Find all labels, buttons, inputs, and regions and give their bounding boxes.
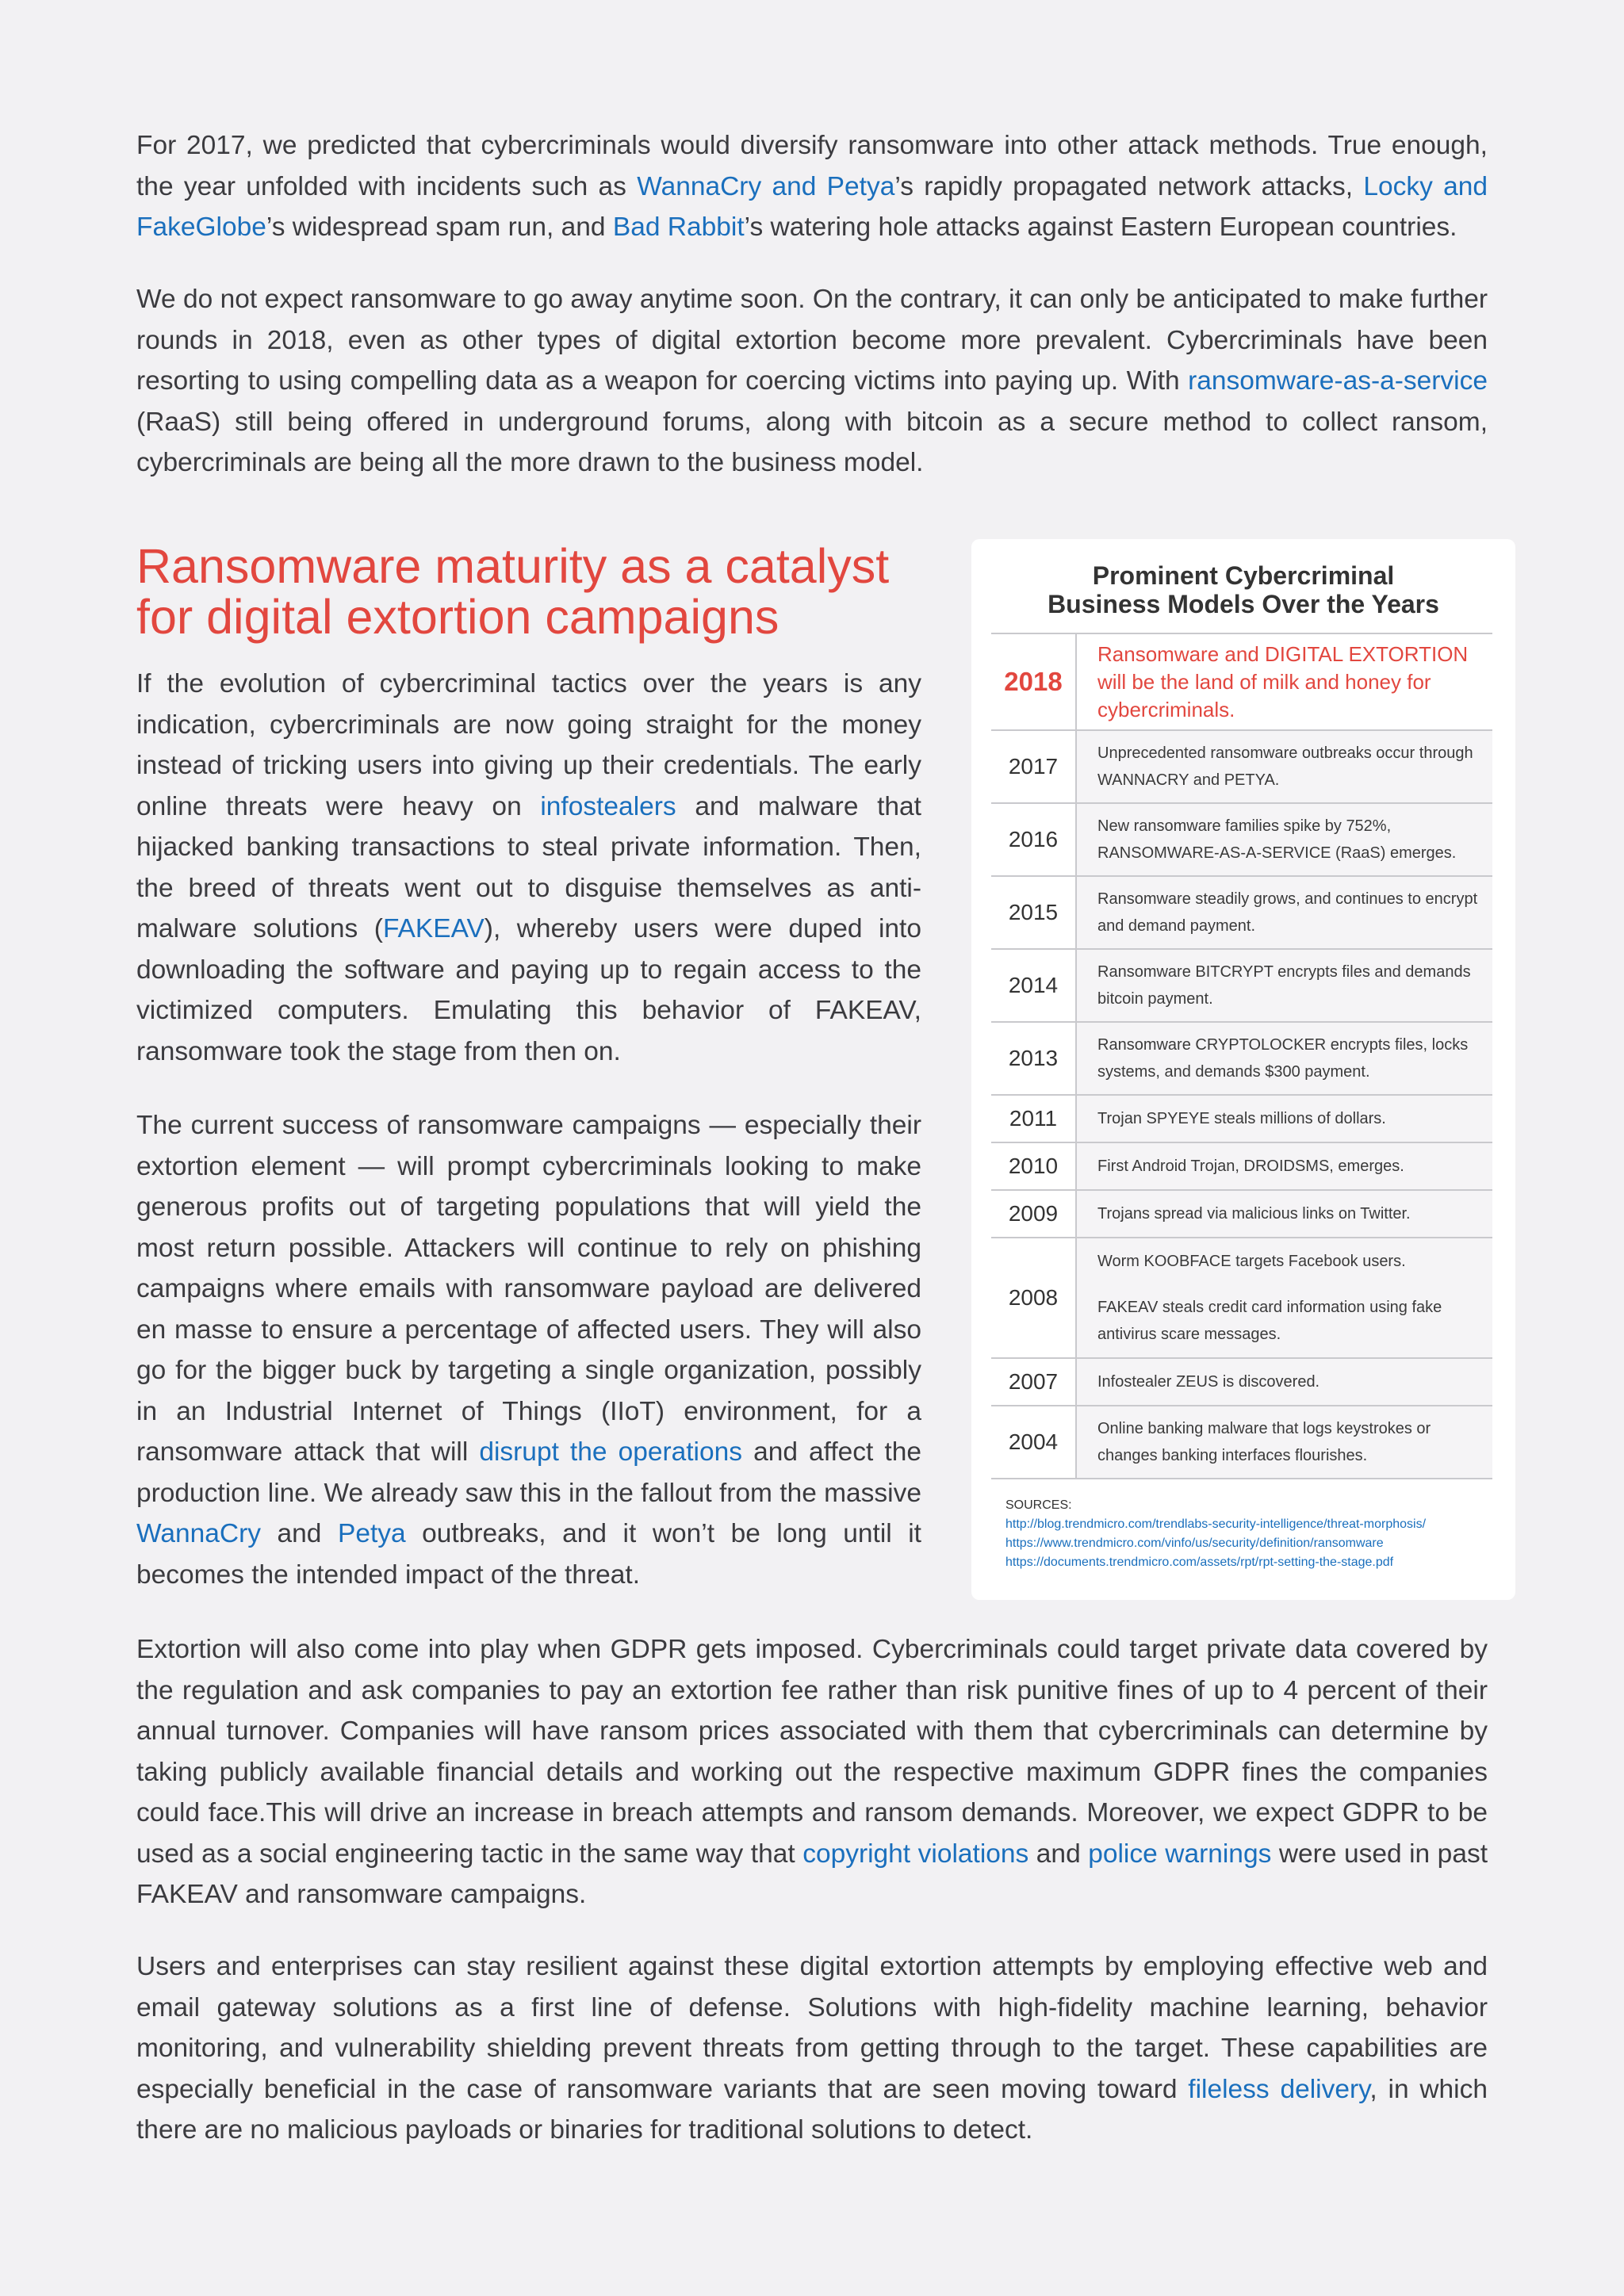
timeline-event: Ransomware and DIGITAL EXTORTION will be the land of milk and honey for cybercriminals. <box>1076 633 1492 730</box>
timeline-row <box>991 876 1492 949</box>
link-bad-rabbit[interactable]: Bad Rabbit <box>612 212 745 242</box>
timeline-row <box>991 1190 1492 1238</box>
section-paragraph-1 <box>136 664 921 1072</box>
timeline-event <box>1076 1238 1492 1358</box>
source-link[interactable]: https://www.trendmicro.com/vinfo/us/security/definition/ransomware <box>1005 1536 1384 1550</box>
text: , in which there are no malicious payloads or binaries for traditional solutions to detect. <box>136 2074 1488 2145</box>
text: (RaaS) still being offered in underground forums, along with bitcoin as a secure method to collect ransom, cybercriminals are being all the more drawn to the business model. <box>136 407 1488 477</box>
intro-paragraph-1 <box>136 125 1488 248</box>
link-ransomware-as-a-service[interactable]: ransomware-as-a-service <box>1188 366 1488 396</box>
text: and <box>1028 1839 1089 1869</box>
timeline-event: Online banking malware that logs keystrokes or changes banking interfaces flourishes. <box>1076 1406 1492 1479</box>
timeline-row <box>991 949 1492 1022</box>
timeline-title-line-2: Business Models Over the Years <box>1048 590 1439 618</box>
timeline-row <box>991 1358 1492 1406</box>
text: and affect the production line. We already saw this in the fallout from the massive <box>136 1437 921 1508</box>
link-locky-fakeglobe[interactable]: Locky and FakeGlobe <box>136 171 1488 242</box>
text: were used in past FAKEAV and ransomware campaigns. <box>136 1839 1488 1909</box>
text: ’s watering hole attacks against Eastern European countries. <box>744 212 1457 242</box>
section-paragraph-2 <box>136 1105 921 1595</box>
link-petya[interactable]: Petya <box>337 1519 406 1548</box>
timeline-row <box>991 1238 1492 1358</box>
timeline-year: 2004 <box>991 1406 1076 1479</box>
timeline-year: 2009 <box>991 1190 1076 1238</box>
text: ), whereby users were duped into downloading the software and paying up to regain access to the victimized computers. Emulating this behavior of FAKEAV, ransomware took the stage from then on. <box>136 914 921 1066</box>
text: ’s rapidly propagated network attacks, <box>894 171 1364 201</box>
section-heading: Ransomware maturity as a catalyst for digital extortion campaigns <box>136 539 890 644</box>
timeline-event: New ransomware families spike by 752%, RANSOMWARE-AS-A-SERVICE (RaaS) emerges. <box>1076 803 1492 876</box>
intro-paragraph-2 <box>136 279 1488 484</box>
text: ’s widespread spam run, and <box>266 212 613 242</box>
outro-paragraph-1 <box>136 1629 1488 1915</box>
timeline-event: Infostealer ZEUS is discovered. <box>1076 1358 1492 1406</box>
text: and <box>261 1519 338 1548</box>
timeline-event: Ransomware BITCRYPT encrypts files and demands bitcoin payment. <box>1076 949 1492 1022</box>
timeline-year: 2014 <box>991 949 1076 1022</box>
sources-label: SOURCES: <box>1005 1498 1072 1512</box>
text: For 2017, we predicted that cybercriminals would diversify ransomware into other attack methods. True enough, the year unfolded with incidents such as <box>136 131 1488 201</box>
link-wannacry-petya[interactable]: WannaCry and Petya <box>637 171 895 201</box>
timeline-row <box>991 1406 1492 1479</box>
link-wannacry[interactable]: WannaCry <box>136 1519 261 1548</box>
timeline-year: 2010 <box>991 1142 1076 1190</box>
timeline-event: Unprecedented ransomware outbreaks occur through WANNACRY and PETYA. <box>1076 730 1492 803</box>
text: If the evolution of cybercriminal tactics over the years is any indication, cybercriminals are now going straight for the money instead of tricking users into giving up their credentials. The early online threats were heavy on <box>136 669 921 821</box>
timeline-row <box>991 730 1492 803</box>
timeline-sidebar <box>971 539 1515 1600</box>
outro-paragraph-2 <box>136 1946 1488 2151</box>
timeline-event: First Android Trojan, DROIDSMS, emerges. <box>1076 1142 1492 1190</box>
timeline-year: 2016 <box>991 803 1076 876</box>
timeline-title <box>971 561 1515 618</box>
timeline-year: 2018 <box>991 633 1076 730</box>
timeline-row <box>991 803 1492 876</box>
text: Extortion will also come into play when GDPR gets imposed. Cybercriminals could target private data covered by the regulation and ask companies to pay an extortion fee rather than risk punitive fines of up to 4 percent of their annual turnover. Companies will have ransom prices associated with them that cybercriminals can determine by taking publicly available financial details and working out the respective maximum GDPR fines the companies could face.This will drive an increase in breach attempts and ransom demands. Moreover, we expect GDPR to be used as a social engineering tactic in the same way that <box>136 1635 1488 1869</box>
timeline-event: Trojans spread via malicious links on Twitter. <box>1076 1190 1492 1238</box>
text: We do not expect ransomware to go away anytime soon. On the contrary, it can only be anticipated to make further rounds in 2018, even as other types of digital extortion become more prevalent. Cybercriminals have been resorting to using compelling data as a weapon for coercing victims into paying up. With <box>136 285 1488 396</box>
source-link[interactable]: https://documents.trendmicro.com/assets/rpt/rpt-setting-the-stage.pdf <box>1005 1556 1394 1569</box>
timeline-event: Ransomware CRYPTOLOCKER encrypts files, locks systems, and demands $300 payment. <box>1076 1022 1492 1095</box>
timeline-row <box>991 633 1492 730</box>
timeline-row <box>991 1142 1492 1190</box>
timeline-sources <box>1005 1496 1426 1572</box>
link-infostealers[interactable]: infostealers <box>540 791 676 821</box>
timeline-row <box>991 1095 1492 1142</box>
timeline-year: 2017 <box>991 730 1076 803</box>
timeline-year: 2011 <box>991 1095 1076 1142</box>
text: and malware that hijacked banking transactions to steal private information. Then, the breed of threats went out to disguise themselves as anti-malware solutions ( <box>136 791 921 943</box>
timeline-title-line-1: Prominent Cybercriminal <box>1092 561 1395 590</box>
timeline-event: Trojan SPYEYE steals millions of dollars. <box>1076 1095 1492 1142</box>
timeline-row <box>991 1022 1492 1095</box>
text: outbreaks, and it won’t be long until it becomes the intended impact of the threat. <box>136 1519 921 1590</box>
source-link[interactable]: http://blog.trendmicro.com/trendlabs-security-intelligence/threat-morphosis/ <box>1005 1517 1427 1531</box>
link-fakeav[interactable]: FAKEAV <box>382 914 485 943</box>
link-police-warnings[interactable]: police warnings <box>1088 1839 1272 1869</box>
timeline-event-line: FAKEAV steals credit card information using fake antivirus scare messages. <box>1097 1299 1442 1343</box>
timeline-year: 2013 <box>991 1022 1076 1095</box>
timeline-event: Ransomware steadily grows, and continues to encrypt and demand payment. <box>1076 876 1492 949</box>
timeline-event-line: Worm KOOBFACE targets Facebook users. <box>1097 1253 1406 1270</box>
link-copyright-violations[interactable]: copyright violations <box>802 1839 1029 1869</box>
timeline-table <box>991 633 1492 1479</box>
link-disrupt-operations[interactable]: disrupt the operations <box>479 1437 743 1467</box>
timeline-year: 2015 <box>991 876 1076 949</box>
timeline-year: 2008 <box>991 1238 1076 1358</box>
text: Users and enterprises can stay resilient against these digital extortion attempts by employing effective web and email gateway solutions as a first line of defense. Solutions with high-fidelity machine learning, behavior monitoring, and vulnerability shielding prevent threats from getting through to the target. These capabilities are especially beneficial in the case of ransomware variants that are seen moving toward <box>136 1952 1488 2104</box>
link-fileless-delivery[interactable]: fileless delivery <box>1188 2074 1370 2104</box>
text: The current success of ransomware campaigns — especially their extortion element — will prompt cybercriminals looking to make generous profits out of targeting populations that will yield the most return possible. Attackers will continue to rely on phishing campaigns where emails with ransomware payload are delivered en masse to ensure a percentage of affected users. They will also go for the bigger buck by targeting a single organization, possibly in an Industrial Internet of Things (IIoT) environment, for a ransomware attack that will <box>136 1111 921 1467</box>
timeline-year: 2007 <box>991 1358 1076 1406</box>
